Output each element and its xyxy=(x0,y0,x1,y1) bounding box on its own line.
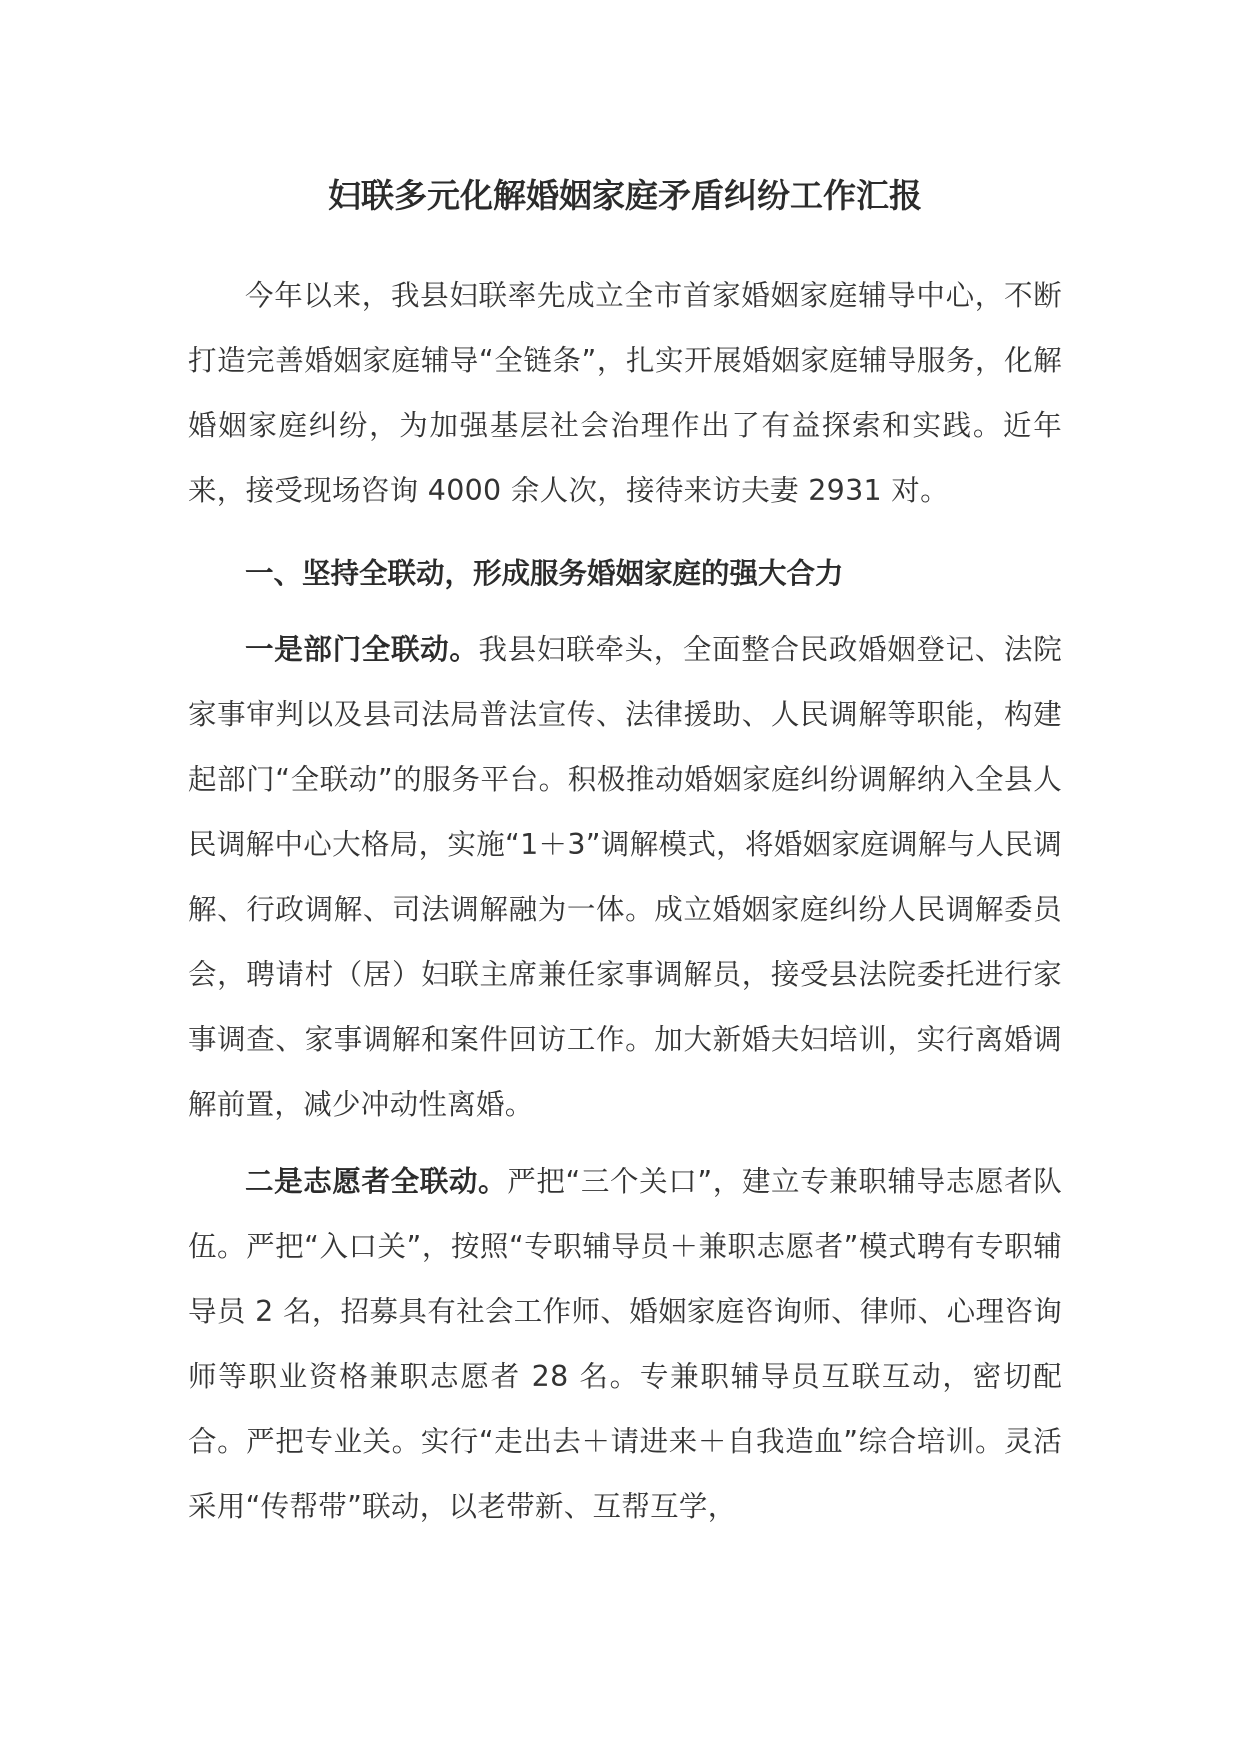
point-2-text: 严把“三个关口”，建立专兼职辅导志愿者队伍。严把“入口关”，按照“专职辅导员＋兼职志愿者”模式聘有专职辅导员 2 名，招募具有社会工作师、婚姻家庭咨询师、律师、心理咨询师等职业资格兼职志愿者 28 名。专兼职辅导员互联互动，密切配合。严把专业关。实行“走出去＋请进来＋自我造血”综合培训。灵活采用“传帮带”联动，以老带新、互帮互学， xyxy=(188,1165,1063,1523)
section-heading: 一、坚持全联动，形成服务婚姻家庭的强大合力 xyxy=(245,557,844,590)
document-title: 妇联多元化解婚姻家庭矛盾纠纷工作汇报 xyxy=(328,176,922,215)
point-2-lead: 二是志愿者全联动。 xyxy=(245,1165,508,1198)
point-2-paragraph xyxy=(188,1149,1062,1539)
point-1-lead: 一是部门全联动。 xyxy=(245,633,479,666)
document-page xyxy=(188,170,1062,1539)
intro-paragraph: 今年以来，我县妇联率先成立全市首家婚姻家庭辅导中心，不断打造完善婚姻家庭辅导“全链条”，扎实开展婚姻家庭辅导服务，化解婚姻家庭纠纷，为加强基层社会治理作出了有益探索和实践。近年来，接受现场咨询 4000 余人次，接待来访夫妻 2931 对。 xyxy=(188,279,1062,507)
point-1-paragraph xyxy=(188,617,1062,1137)
point-1-text: 我县妇联牵头，全面整合民政婚姻登记、法院家事审判以及县司法局普法宣传、法律援助、人民调解等职能，构建起部门“全联动”的服务平台。积极推动婚姻家庭纠纷调解纳入全县人民调解中心大格局，实施“1＋3”调解模式，将婚姻家庭调解与人民调解、行政调解、司法调解融为一体。成立婚姻家庭纠纷人民调解委员会，聘请村（居）妇联主席兼任家事调解员，接受县法院委托进行家事调查、家事调解和案件回访工作。加大新婚夫妇培训，实行离婚调解前置，减少冲动性离婚。 xyxy=(188,633,1062,1121)
